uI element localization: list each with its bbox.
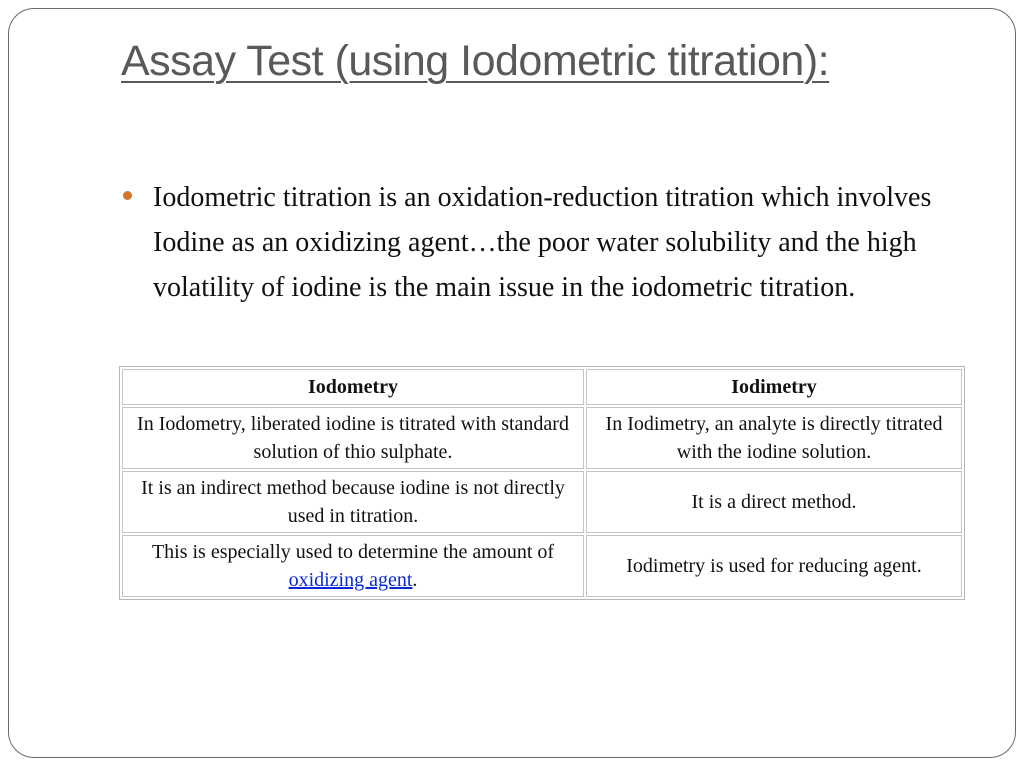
- comparison-table: [119, 366, 965, 600]
- table-row: [122, 407, 962, 469]
- oxidizing-agent-link[interactable]: oxidizing agent: [288, 569, 413, 591]
- table-row: [122, 471, 962, 533]
- header-iodometry: Iodometry: [122, 369, 584, 405]
- table-cell: In Iodimetry, an analyte is directly titrated with the iodine solution.: [586, 407, 962, 469]
- cell-text: This is especially used to determine the amount of: [151, 541, 555, 563]
- bullet-dot-icon: [123, 191, 132, 200]
- table-cell: In Iodometry, liberated iodine is titrated with standard solution of thio sulphate.: [122, 407, 584, 469]
- slide-title: Assay Test (using Iodometric titration):: [121, 37, 830, 85]
- table-cell: Iodimetry is used for reducing agent.: [586, 535, 962, 597]
- bullet-item: [123, 175, 973, 310]
- table-cell: It is a direct method.: [586, 471, 962, 533]
- table-header-row: [122, 369, 962, 405]
- cell-text-suffix: .: [412, 569, 418, 591]
- table-row: [122, 535, 962, 597]
- table-cell: It is an indirect method because iodine is not directly used in titration.: [122, 471, 584, 533]
- table-cell: [122, 535, 584, 597]
- header-iodimetry: Iodimetry: [586, 369, 962, 405]
- bullet-text: Iodometric titration is an oxidation-reduction titration which involves Iodine as an oxidizing agent…the poor water solubility and the high volatility of iodine is the main issue in the iodometric titration.: [153, 182, 932, 303]
